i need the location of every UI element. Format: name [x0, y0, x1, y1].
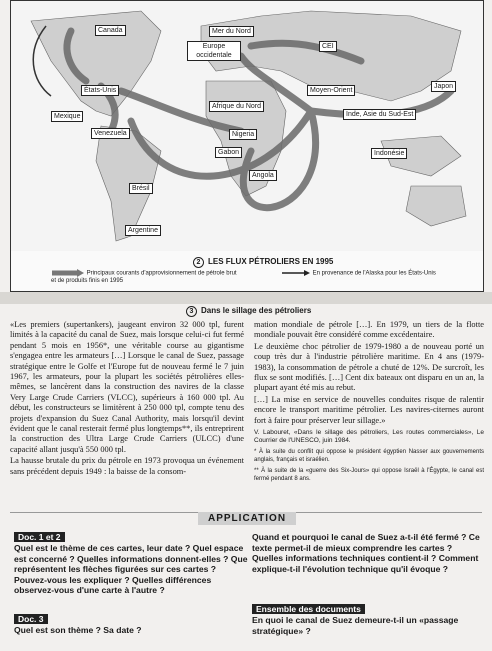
- label-japon: Japon: [431, 81, 456, 92]
- label-mer-du-nord: Mer du Nord: [209, 26, 254, 37]
- label-cei: CEI: [319, 41, 337, 52]
- world-map-graphic: [11, 1, 483, 251]
- label-afrique-du-nord: Afrique du Nord: [209, 101, 264, 112]
- doc3-questions-suez: Quand et pourquoi le canal de Suez a-t-il été fermé ? Ce texte permet-il de mieux comprendre les cartes ? Quelles informations techniques contient-il ? Comment explique-t-il l'évolution technique qu'il évoque ?: [252, 532, 480, 574]
- label-etats-unis: États-Unis: [81, 85, 119, 96]
- label-mexique: Mexique: [51, 111, 83, 122]
- map-caption-text: LES FLUX PÉTROLIERS EN 1995: [208, 257, 334, 266]
- paragraph: La hausse brutale du prix du pétrole en 1973 provoqua un événement sans précédent depuis 1949 : la baisse de la consom-: [10, 456, 244, 476]
- paragraph: «Les premiers (supertankers), jaugeant environ 32 000 tpl, furent limités à la capacité du canal de Suez, mais lorsque celui-ci fut fermé pendant 5 mois en 1956*, une véritable course au gigantisme s'engagea entre les armateurs […] Lorsque le canal de Suez, passage stratégique entre le Golfe et l'Europe fut de nouveau fermé le 7 juin 1967, les armateurs, pour la plupart les sociétés pétrolières elles-mêmes, se lancèrent dans la construction des navires de la classe Very Large Crude Carriers (VLCC), supérieurs à 160 000 tpl. Au début, les constructeurs se limitèrent à 250 000 tpl, compte tenu des projets d'expansion du Suez Canal Authority, mais lorsqu'il devint évident que le canal resterait fermé plus longtemps**, ils entreprirent la construction des Ultra Large Crude Carriers (ULCC) d'une capacité allant jusqu'à 550 000 tpl.: [10, 320, 244, 454]
- doc12-tag: Doc. 1 et 2: [14, 532, 65, 542]
- doc12-questions: Quel est le thème de ces cartes, leur date ? Quel espace est concerné ? Quelles informations donnent-elles ? Que représentent les flèches figurées sur ces cartes ? Pouvez-vous les expliquer ? Quelles différences observez-vous d'une carte à l'autre ?: [14, 543, 248, 595]
- paragraph: […] La mise en service de nouvelles conduites risque de ralentir encore le transport maritime pétrolier. Les navires-citernes auront fort à faire pour préserver leur sillage.»: [254, 394, 484, 425]
- footnote-1: * À la suite du conflit qui oppose le président égyptien Nasser aux gouvernements anglais, français et israélien.: [254, 449, 484, 463]
- legend-item-alaska: [281, 269, 441, 278]
- label-indonesie: Indonésie: [371, 148, 407, 159]
- label-venezuela: Venezuela: [91, 128, 130, 139]
- separator-band: [0, 292, 492, 304]
- doc3-title-text: Dans le sillage des pétroliers: [201, 306, 312, 315]
- legend-alaska-text: En provenance de l'Alaska pour les États-Unis: [312, 270, 436, 277]
- label-argentine: Argentine: [125, 225, 161, 236]
- footnote-2: ** À la suite de la «guerre des Six-Jours» qui oppose Israël à l'Égypte, le canal est fermé pendant 8 ans.: [254, 468, 484, 482]
- ensemble-question: En quoi le canal de Suez demeure-t-il un «passage stratégique» ?: [252, 615, 459, 636]
- paragraph: mation mondiale de pétrole […]. En 1979, un tiers de la flotte mondiale pouvait être considéré comme excédentaire.: [254, 320, 484, 340]
- legend-main-flows-text: Principaux courants d'approvisionnement de pétrole brut et de produits finis en 1995: [51, 270, 237, 284]
- oil-flow-map: [10, 0, 484, 292]
- map-caption-number: 2: [193, 257, 204, 268]
- label-bresil: Brésil: [129, 183, 153, 194]
- paragraph: Le deuxième choc pétrolier de 1979-1980 a de nouveau porté un coup très dur à l'industrie pétrolière maritime. En 4 ans (1979-1983), la consommation de pétrole a chuté de 12%. De surcroît, les flux se sont modifiés. […] Cent dix bateaux ont disparu en un an, la plupart ayant été mis au rebut.: [254, 341, 484, 393]
- ensemble-tag: Ensemble des documents: [252, 604, 365, 614]
- label-europe-occidentale: Europe occidentale: [187, 41, 241, 61]
- text-column-right: [254, 320, 484, 483]
- label-inde-asie: Inde, Asie du Sud-Est: [343, 109, 416, 120]
- label-canada: Canada: [95, 25, 126, 36]
- map-caption: [193, 257, 333, 268]
- label-gabon: Gabon: [215, 147, 242, 158]
- doc3-title: [186, 306, 311, 317]
- doc3-question-theme: Quel est son thème ? Sa date ?: [14, 625, 142, 635]
- wide-arrow-icon: [51, 269, 85, 277]
- source-citation: V. Labouret, «Dans le sillage des pétroliers, Les routes commerciales», Le Courrier de l'UNESCO, juin 1984.: [254, 429, 484, 445]
- application-title: APPLICATION: [198, 512, 296, 525]
- doc3-number: 3: [186, 306, 197, 317]
- text-column-left: [10, 320, 244, 478]
- label-nigeria: Nigeria: [229, 129, 257, 140]
- legend-item-main-flows: [51, 269, 241, 285]
- label-moyen-orient: Moyen-Orient: [307, 85, 355, 96]
- thin-arrow-icon: [281, 269, 311, 277]
- doc3-tag: Doc. 3: [14, 614, 48, 624]
- label-angola: Angola: [249, 170, 277, 181]
